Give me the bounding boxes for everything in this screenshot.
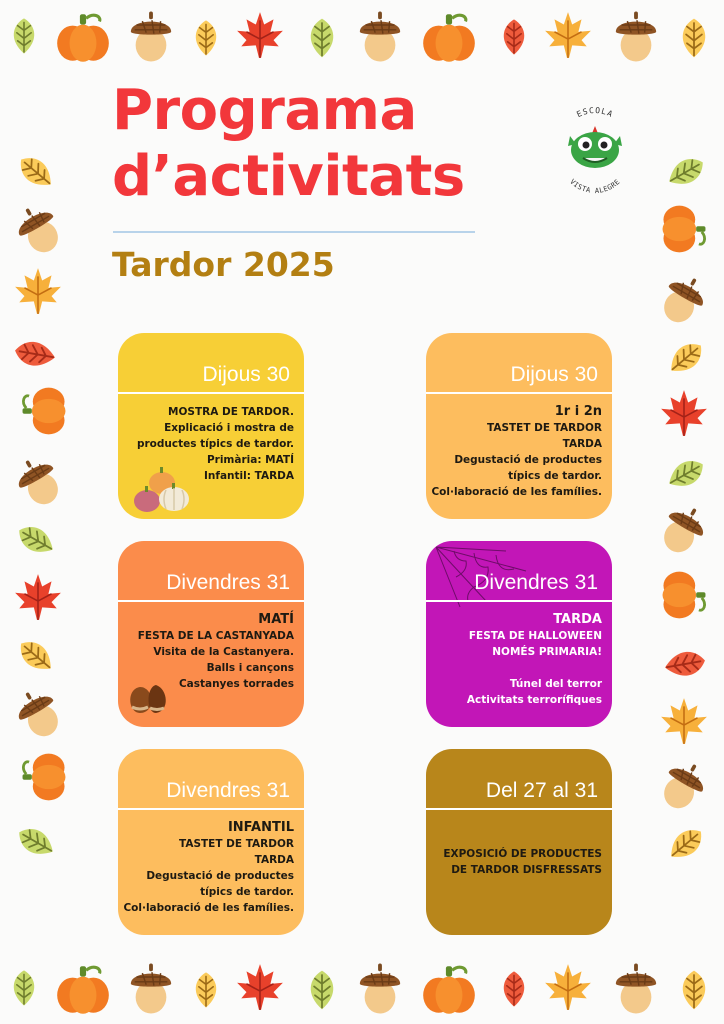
card-day: Divendres 31 [166, 779, 290, 802]
page-title [112, 78, 465, 210]
card-divider [426, 808, 612, 810]
border-acorn-icon [650, 496, 716, 564]
border-leaf-icon [656, 444, 716, 504]
card-line: Activitats terrorífiques [466, 694, 602, 706]
card-line: Primària: MATÍ [206, 454, 294, 466]
border-maple-leaf-icon [658, 696, 710, 748]
card-body [428, 612, 602, 708]
border-leaf-icon [6, 812, 66, 872]
activity-card-2 [426, 333, 612, 519]
dragon-mascot-icon [568, 126, 622, 168]
border-leaf-icon [4, 10, 44, 62]
card-divider [118, 392, 304, 394]
title-line-1: Programa [112, 78, 417, 143]
border-acorn-icon [6, 680, 72, 748]
card-body [120, 820, 294, 916]
border-acorn-icon [6, 196, 72, 264]
card-body [428, 846, 602, 878]
logo-bottom-text: VISTA ALEGRE [568, 177, 622, 196]
border-acorn-icon [127, 8, 175, 66]
card-line: productes típics de tardor. [136, 438, 294, 450]
card-line: Túnel del terror [509, 678, 602, 690]
card-line: Infantil: TARDA [204, 470, 294, 482]
border-acorn-icon [650, 266, 716, 334]
card-line: MATÍ [258, 612, 294, 627]
title-divider [113, 231, 475, 233]
card-divider [426, 600, 612, 602]
card-line: típics de tardor. [508, 470, 602, 482]
border-leaf-icon [655, 813, 717, 875]
page-subtitle: Tardor 2025 [112, 245, 335, 284]
card-line [428, 660, 602, 676]
card-line: Explicació i mostra de [164, 422, 294, 434]
border-maple-leaf-icon [658, 388, 710, 440]
card-line: típics de tardor. [200, 886, 294, 898]
border-leaf-icon [672, 12, 716, 64]
card-line: Castanyes torrades [178, 678, 294, 690]
border-leaf-icon [5, 625, 67, 687]
border-acorn-icon [612, 960, 660, 1018]
card-line: Balls i cançons [206, 662, 294, 674]
border-acorn-icon [650, 752, 716, 820]
chestnuts-icon [126, 679, 170, 717]
border-leaf-icon [4, 962, 44, 1014]
border-leaf-icon [494, 962, 534, 1016]
border-maple-leaf-icon [12, 266, 64, 318]
card-body [428, 404, 602, 500]
card-divider [118, 600, 304, 602]
card-line: INFANTIL [227, 820, 294, 835]
card-line: NOMÉS PRIMARIA! [492, 646, 602, 658]
title-line-2: d’activitats [112, 144, 465, 209]
card-day: Divendres 31 [166, 571, 290, 594]
activity-card-6 [426, 749, 612, 935]
border-acorn-icon [127, 960, 175, 1018]
border-pumpkin-icon [418, 964, 480, 1016]
card-divider [426, 392, 612, 394]
border-leaf-icon [6, 510, 66, 570]
card-day: Dijous 30 [510, 363, 598, 386]
svg-text:VISTA ALEGRE [568, 178, 622, 195]
card-line: TARDA [562, 438, 602, 450]
border-acorn-icon [6, 448, 72, 516]
card-day: Del 27 al 31 [485, 779, 598, 802]
border-pumpkin-icon [19, 749, 69, 805]
school-logo [550, 98, 640, 198]
border-leaf-icon [657, 637, 712, 691]
border-pumpkin-icon [659, 567, 709, 623]
card-line: Visita de la Castanyera. [153, 646, 294, 658]
card-divider [118, 808, 304, 810]
border-pumpkin-icon [418, 12, 480, 64]
border-acorn-icon [612, 8, 660, 66]
card-line: TASTET DE TARDOR [486, 422, 602, 434]
border-maple-leaf-icon [234, 8, 286, 64]
card-line: TARDA [254, 854, 294, 866]
border-leaf-icon [300, 964, 344, 1016]
border-leaf-icon [5, 141, 67, 203]
card-line: TASTET DE TARDOR [178, 838, 294, 850]
logo-top-text: ESCOLA [575, 105, 615, 120]
card-line: Col·laboració de les famílies. [431, 486, 602, 498]
border-maple-leaf-icon [542, 960, 594, 1016]
border-maple-leaf-icon [12, 572, 64, 624]
card-line: FESTA DE LA CASTANYADA [137, 630, 294, 642]
card-line: 1r i 2n [554, 404, 602, 419]
card-line: Degustació de productes [146, 870, 294, 882]
card-day: Dijous 30 [202, 363, 290, 386]
border-acorn-icon [356, 960, 404, 1018]
card-day: Divendres 31 [474, 571, 598, 594]
border-leaf-icon [655, 327, 717, 389]
border-leaf-icon [656, 142, 716, 202]
border-leaf-icon [186, 12, 226, 64]
card-line: Degustació de productes [454, 454, 602, 466]
border-leaf-icon [494, 10, 534, 64]
activity-card-1 [118, 333, 304, 519]
pumpkins-icon [132, 463, 192, 515]
border-leaf-icon [672, 964, 716, 1016]
card-line: Col·laboració de les famílies. [123, 902, 294, 914]
border-pumpkin-icon [659, 201, 709, 257]
border-leaf-icon [7, 327, 62, 381]
svg-text:ESCOLA [575, 106, 614, 119]
border-maple-leaf-icon [542, 8, 594, 64]
border-maple-leaf-icon [234, 960, 286, 1016]
card-line: TARDA [553, 612, 602, 627]
activity-card-3 [118, 541, 304, 727]
card-line: EXPOSICIÓ DE PRODUCTES [443, 848, 602, 860]
activity-card-5 [118, 749, 304, 935]
activity-card-4 [426, 541, 612, 727]
card-line: FESTA DE HALLOWEEN [468, 630, 602, 642]
border-pumpkin-icon [19, 383, 69, 439]
card-line: DE TARDOR DISFRESSATS [451, 864, 602, 876]
card-line: MOSTRA DE TARDOR. [168, 406, 294, 418]
border-acorn-icon [356, 8, 404, 66]
border-pumpkin-icon [52, 964, 114, 1016]
border-leaf-icon [186, 964, 226, 1016]
border-pumpkin-icon [52, 12, 114, 64]
border-leaf-icon [300, 12, 344, 64]
